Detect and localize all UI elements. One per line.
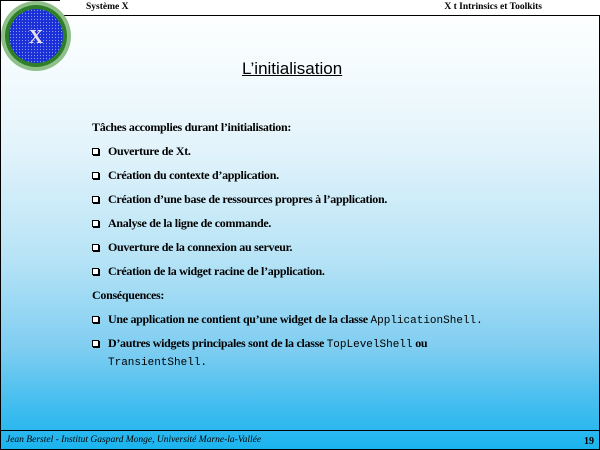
checkbox-bullet-icon — [92, 244, 99, 251]
consequences-label: Conséquences: — [92, 288, 165, 302]
list-item-text: ou — [412, 336, 428, 350]
x-logo-icon — [0, 0, 72, 72]
checkbox-bullet-icon — [92, 196, 99, 203]
header-bar — [60, 0, 600, 16]
header-left-text: Système X — [86, 2, 129, 12]
checkbox-bullet-icon — [92, 268, 99, 275]
slide-content — [92, 119, 582, 375]
list-item — [92, 191, 582, 215]
list-item-text: Ouverture de la connexion au serveur. — [108, 240, 293, 254]
page-number: 19 — [584, 436, 594, 447]
list-item-text: Création d’une base de ressources propres à l’application. — [108, 192, 388, 206]
checkbox-bullet-icon — [92, 340, 99, 347]
list-item — [92, 263, 582, 287]
checkbox-bullet-icon — [92, 316, 99, 323]
logo-text: X — [28, 26, 44, 48]
list-item-text: Création du contexte d’application. — [108, 168, 279, 182]
header-right-text: X t Intrinsics et Toolkits — [444, 2, 542, 12]
list-item — [92, 311, 582, 335]
list-item-text: Création de la widget racine de l’application. — [108, 264, 325, 278]
checkbox-bullet-icon — [92, 220, 99, 227]
list-item-text: Une application ne contient qu’une widget de la classe — [108, 312, 371, 326]
checkbox-bullet-icon — [92, 148, 99, 155]
class-name-code: TopLevelShell — [326, 339, 413, 351]
checkbox-bullet-icon — [92, 172, 99, 179]
list-item-text: D’autres widgets principales sont de la classe — [108, 336, 327, 350]
list-item-text: Analyse de la ligne de commande. — [108, 216, 272, 230]
list-item-text: Ouverture de Xt. — [108, 144, 191, 158]
class-name-code: ApplicationShell. — [370, 315, 483, 327]
list-item — [92, 167, 582, 191]
footer-bar — [0, 430, 600, 450]
footer-author-text: Jean Berstel - Institut Gaspard Monge, Université Marne-la-Vallée — [6, 435, 262, 445]
list-item — [92, 215, 582, 239]
intro-text: Tâches accomplies durant l’initialisation: — [92, 120, 292, 134]
list-item — [92, 335, 582, 375]
list-item — [92, 239, 582, 263]
class-name-code: TransientShell. — [108, 357, 208, 369]
slide-title: L’initialisation — [242, 59, 343, 78]
list-item — [92, 143, 582, 167]
